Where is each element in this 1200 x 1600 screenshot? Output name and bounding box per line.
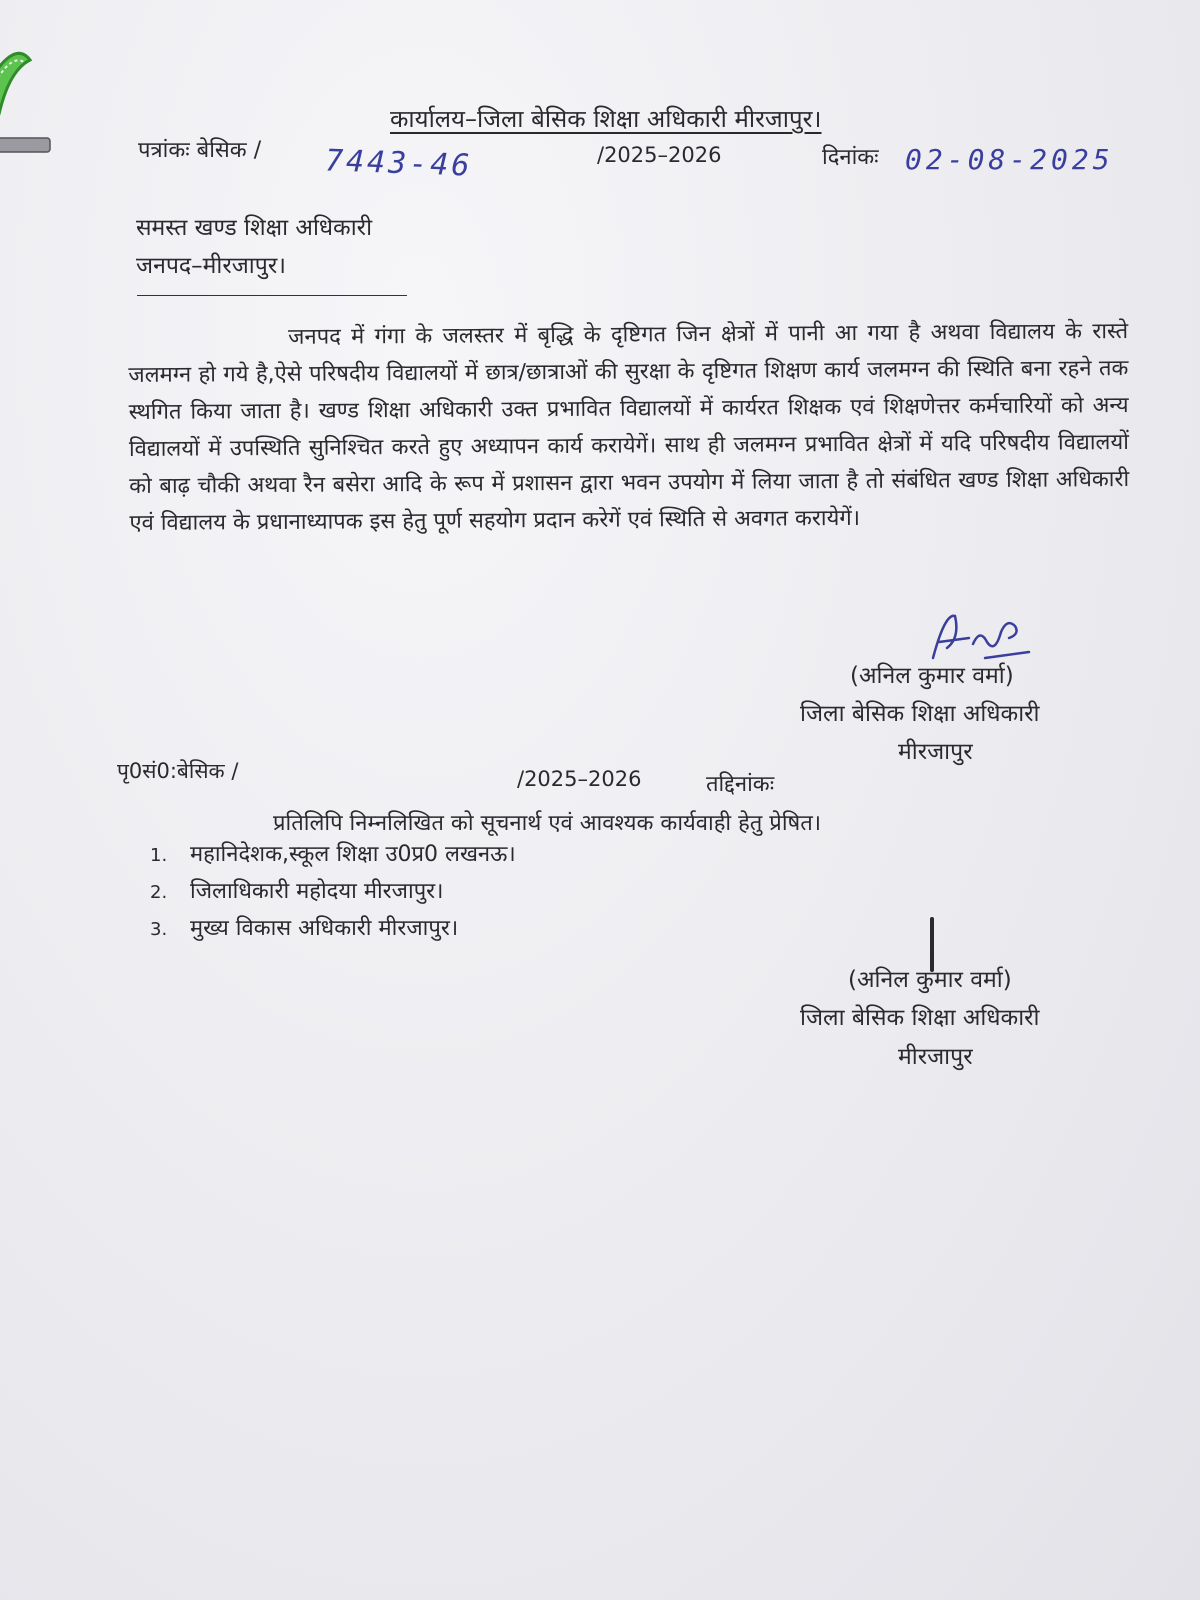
endorsement-date-label: तद्दिनांकः [706, 772, 775, 797]
addressee-line-1: समस्त खण्ड शिक्षा अधिकारी [136, 215, 373, 241]
copy-to-intro: प्रतिलिपि निम्नलिखित को सूचनार्थ एवं आवश्यक कार्यवाही हेतु प्रेषित। [273, 811, 822, 836]
copy-recipient-list [150, 836, 516, 947]
list-item: 2. जिलाधिकारी महोदया मीरजापुर। [150, 879, 444, 904]
office-heading: कार्यालय–जिला बेसिक शिक्षा अधिकारी मीरजापुर। [390, 105, 822, 133]
signatory-name: (अनिल कुमार वर्मा) [850, 663, 1014, 689]
reference-number-handwritten: 7443-46 [324, 143, 474, 184]
signatory-place: मीरजापुर [898, 739, 973, 765]
date-label: दिनांकः [822, 145, 879, 170]
endorsement-reference-label: पृ0सं0:बेसिक / [117, 759, 239, 783]
signatory-designation: जिला बेसिक शिक्षा अधिकारी [800, 701, 1040, 727]
list-item: 3. मुख्य विकास अधिकारी मीरजापुर। [150, 916, 459, 941]
endorsement-signatory-designation: जिला बेसिक शिक्षा अधिकारी [800, 1005, 1040, 1031]
addressee-line-2: जनपद–मीरजापुर। [136, 253, 286, 279]
binder-clip-icon [0, 20, 75, 160]
endorsement-year: /2025–2026 [517, 767, 642, 791]
reference-year: /2025–2026 [597, 143, 722, 167]
date-handwritten: 02-08-2025 [905, 143, 1114, 176]
letter-body: जनपद में गंगा के जलस्तर में बृद्धि के दृष्टिगत जिन क्षेत्रों में पानी आ गया है अथवा विद्यालय के रास्ते जलमग्न हो गये है,ऐसे परिषदीय विद्यालयों में छात्र/छात्राओं की सुरक्षा के दृष्टिगत शिक्षण कार्य जलमग्न की स्थिति बना रहने तक स्थगित किया जाता है। खण्ड शिक्षा अधिकारी उक्त प्रभावित विद्यालयों में कार्यरत शिक्षक एवं शिक्षणेत्तर कर्मचारियों को अन्य विद्यालयों में उपस्थिति सुनिश्चित करते हुए अध्यापन कार्य करायेगें। साथ ही जलमग्न प्रभावित क्षेत्रों में यदि परिषदीय विद्यालयों को बाढ़ चौकी अथवा रैन बसेरा आदि के रूप में प्रशासन द्वारा भवन उपयोग में लिया जाता है तो संबंधित खण्ड शिक्षा अधिकारी एवं विद्यालय के प्रधानाध्यापक इस हेतु पूर्ण सहयोग प्रदान करेगें एवं स्थिति से अवगत करायेगें। [128, 319, 1130, 536]
endorsement-signatory-name: (अनिल कुमार वर्मा) [848, 967, 1012, 993]
endorsement-signatory-place: मीरजापुर [898, 1044, 973, 1070]
reference-label: पत्रांकः बेसिक / [138, 138, 262, 163]
addressee-underline [137, 295, 407, 296]
list-item: 1. महानिदेशक,स्कूल शिक्षा उ0प्र0 लखनऊ। [150, 842, 516, 867]
